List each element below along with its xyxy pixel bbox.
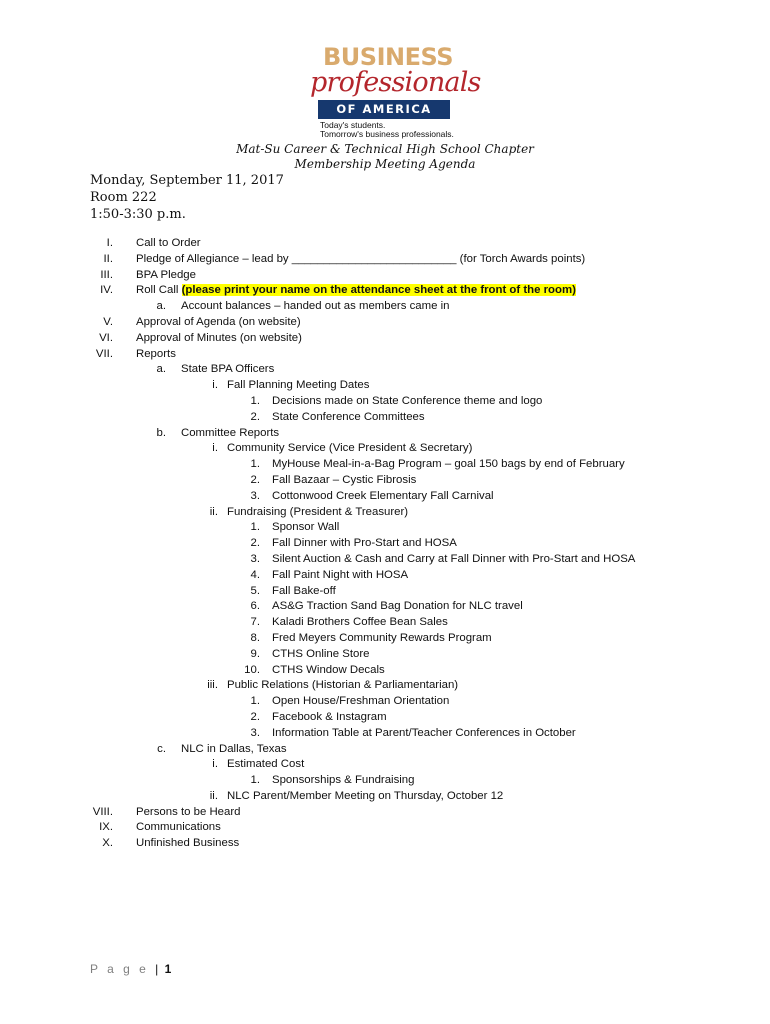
agenda-item-text [272,457,625,473]
agenda-item [0,789,770,805]
agenda-item-label: State BPA Officers [181,363,275,376]
agenda-item [0,394,770,410]
agenda-item-label: Decisions made on State Conference theme and logo [272,394,543,407]
agenda-item-text [272,710,387,726]
meeting-date: Monday, September 11, 2017 [90,173,284,188]
agenda-item-label: Fall Planning Meeting Dates [227,379,370,392]
highlighted-instruction: (please print your name on the attendance sheet at the front of the room) [181,284,576,297]
agenda-item-marker: b. [156,426,166,439]
agenda-item-label: Open House/Freshman Orientation [272,695,450,708]
agenda-subtitle: Membership Meeting Agenda [294,157,476,171]
agenda-item-text [272,773,414,789]
agenda-item-text [136,820,221,836]
page-footer [90,962,171,976]
agenda-item-label: Fred Meyers Community Rewards Program [272,631,492,644]
agenda-item-text [272,489,494,505]
agenda-item [0,536,770,552]
logo-tagline-line1: Today's students. [320,120,386,130]
agenda-item [0,568,770,584]
agenda-item-marker: 1. [250,394,260,407]
agenda-item-marker: 9. [250,647,260,660]
logo-of-america-bar: OF AMERICA [318,100,450,119]
agenda-item-text [272,599,523,615]
agenda-item-text [136,252,585,268]
agenda-item [0,473,770,489]
agenda-item-label: Facebook & Instagram [272,710,387,723]
agenda-item-marker: III. [100,268,113,281]
agenda-item-text [227,757,304,773]
agenda-item-label: CTHS Window Decals [272,663,385,676]
logo-tagline [320,121,470,139]
meeting-room: Room 222 [90,190,157,205]
agenda-item-marker: 2. [250,710,260,723]
agenda-item-text [272,410,425,426]
agenda-item-label: State Conference Committees [272,410,425,423]
agenda-item-text [227,789,503,805]
agenda-item [0,647,770,663]
agenda-item-label: Communications [136,821,221,834]
agenda-item-label: Fall Bazaar – Cystic Fibrosis [272,473,417,486]
agenda-item-text [272,726,576,742]
logo-word-business: BUSINESS [323,43,453,71]
agenda-item-label: Sponsor Wall [272,521,340,534]
page-number: 1 [164,962,172,976]
agenda-item [0,378,770,394]
agenda-item-marker: 3. [250,552,260,565]
agenda-item-text [181,426,279,442]
agenda-item-label: Kaladi Brothers Coffee Bean Sales [272,616,448,629]
agenda-item-label: Pledge of Allegiance – lead by __________________________ (for Torch Awards points) [136,252,586,265]
agenda-item-marker: 6. [250,600,260,613]
agenda-item-text [272,615,448,631]
agenda-item-label: MyHouse Meal-in-a-Bag Program – goal 150 bags by end of February [272,458,625,471]
agenda-item [0,441,770,457]
agenda-item [0,347,770,363]
agenda-item [0,505,770,521]
agenda-item [0,757,770,773]
agenda-item-marker: ii. [209,505,218,518]
logo-tagline-line2: Tomorrow's business professionals. [320,129,454,139]
agenda-item-label: Approval of Agenda (on website) [136,315,301,328]
agenda-item-marker: 1. [250,774,260,787]
agenda-item [0,694,770,710]
agenda-item-marker: ii. [209,789,218,802]
agenda-item-text [136,836,239,852]
agenda-item-text [272,647,370,663]
agenda-item-label: Call to Order [136,237,201,249]
bpa-logo [306,43,481,140]
agenda-item-label: Approval of Minutes (on website) [136,331,302,344]
agenda-item-marker: 4. [250,568,260,581]
agenda-item-label: AS&G Traction Sand Bag Donation for NLC travel [272,600,523,613]
agenda-item-label: Fundraising (President & Treasurer) [227,505,409,518]
agenda-item [0,726,770,742]
agenda-item [0,410,770,426]
agenda-item [0,283,770,299]
agenda-item-marker: I. [106,237,113,249]
agenda-item [0,663,770,679]
agenda-item [0,236,770,252]
agenda-list [0,236,770,852]
agenda-item [0,710,770,726]
meeting-time: 1:50-3:30 p.m. [90,207,186,222]
agenda-item-text [272,473,416,489]
agenda-item-label: Silent Auction & Cash and Carry at Fall Dinner with Pro-Start and HOSA [272,552,636,565]
agenda-item-label: NLC in Dallas, Texas [181,742,287,755]
agenda-item-text [272,394,542,410]
agenda-item-label: Cottonwood Creek Elementary Fall Carnival [272,489,494,502]
agenda-item-text [136,268,196,284]
agenda-item-marker: a. [156,363,166,376]
agenda-item [0,489,770,505]
agenda-item [0,457,770,473]
agenda-item-label: Fall Bake-off [272,584,336,597]
agenda-item-label: Estimated Cost [227,758,305,771]
agenda-item [0,426,770,442]
agenda-item-marker: IV. [100,284,113,297]
agenda-item-marker: 10. [244,663,260,676]
agenda-item-marker: 1. [250,695,260,708]
agenda-item-marker: 3. [250,726,260,739]
agenda-item-label: Fall Dinner with Pro-Start and HOSA [272,537,457,550]
agenda-item-label: Persons to be Heard [136,805,241,818]
chapter-title: Mat-Su Career & Technical High School Chapter [236,142,534,156]
agenda-item-label: Roll Call [136,284,182,297]
page-separator: | [155,962,159,976]
agenda-item-text [136,283,576,299]
agenda-item-label: Information Table at Parent/Teacher Conferences in October [272,726,576,739]
agenda-item-marker: 2. [250,410,260,423]
agenda-item [0,252,770,268]
agenda-item [0,331,770,347]
agenda-item [0,299,770,315]
agenda-item-label: Fall Paint Night with HOSA [272,568,409,581]
agenda-item-marker: 3. [250,489,260,502]
agenda-item-label: Unfinished Business [136,837,240,850]
agenda-item-text [272,584,336,600]
agenda-item [0,820,770,836]
agenda-item [0,584,770,600]
agenda-item-text [227,378,369,394]
agenda-item-marker: 5. [250,584,260,597]
agenda-item [0,805,770,821]
agenda-item-text [136,236,201,252]
agenda-item-text [272,631,492,647]
agenda-item-text [272,536,457,552]
agenda-item [0,315,770,331]
agenda-item [0,552,770,568]
agenda-item [0,742,770,758]
agenda-item-marker: II. [103,252,113,265]
agenda-item-label: NLC Parent/Member Meeting on Thursday, October 12 [227,789,504,802]
agenda-item-marker: 2. [250,537,260,550]
agenda-item [0,836,770,852]
agenda-item-marker: iii. [207,679,218,692]
agenda-item-text [227,441,472,457]
agenda-item [0,615,770,631]
agenda-item-marker: VIII. [92,805,113,818]
agenda-item-text [136,805,240,821]
agenda-item-marker: VII. [95,347,113,360]
agenda-item-marker: i. [212,758,218,771]
agenda-item-label: Sponsorships & Fundraising [272,774,415,787]
agenda-item-marker: 7. [250,616,260,629]
agenda-item-text [272,568,408,584]
agenda-item-text [227,678,458,694]
agenda-item-marker: V. [103,315,113,328]
agenda-item-text [272,663,385,679]
agenda-item-marker: VI. [99,331,113,344]
agenda-item [0,678,770,694]
agenda-item-marker: c. [157,742,166,755]
agenda-item-text [136,347,176,363]
agenda-item-label: Reports [136,347,176,360]
agenda-item-marker: i. [212,379,218,392]
agenda-item-marker: IX. [99,821,113,834]
agenda-item-label: Community Service (Vice President & Secretary) [227,442,473,455]
agenda-item-label: Committee Reports [181,426,280,439]
agenda-item-marker: a. [156,300,166,313]
agenda-item-marker: 1. [250,458,260,471]
agenda-item-marker: i. [212,442,218,455]
agenda-item-text [272,552,635,568]
agenda-item-text [181,362,274,378]
agenda-item-marker: 2. [250,473,260,486]
page-label: P a g e [90,962,149,976]
agenda-item-text [181,742,287,758]
agenda-item-label: BPA Pledge [136,268,196,281]
agenda-item-marker: 8. [250,631,260,644]
agenda-item-text [136,315,301,331]
agenda-item-marker: 1. [250,521,260,534]
agenda-item-text [272,520,339,536]
agenda-item-label: Account balances – handed out as members came in [181,300,450,313]
agenda-item-text [227,505,408,521]
agenda-item-text [181,299,449,315]
agenda-item [0,599,770,615]
agenda-item [0,773,770,789]
agenda-item [0,362,770,378]
agenda-item-label: CTHS Online Store [272,647,370,660]
agenda-item [0,268,770,284]
agenda-item [0,631,770,647]
logo-word-professionals: professionals [310,67,481,98]
agenda-item [0,520,770,536]
agenda-item-marker: X. [102,837,113,850]
agenda-item-text [136,331,302,347]
agenda-item-label: Public Relations (Historian & Parliamentarian) [227,679,459,692]
agenda-item-text [272,694,449,710]
